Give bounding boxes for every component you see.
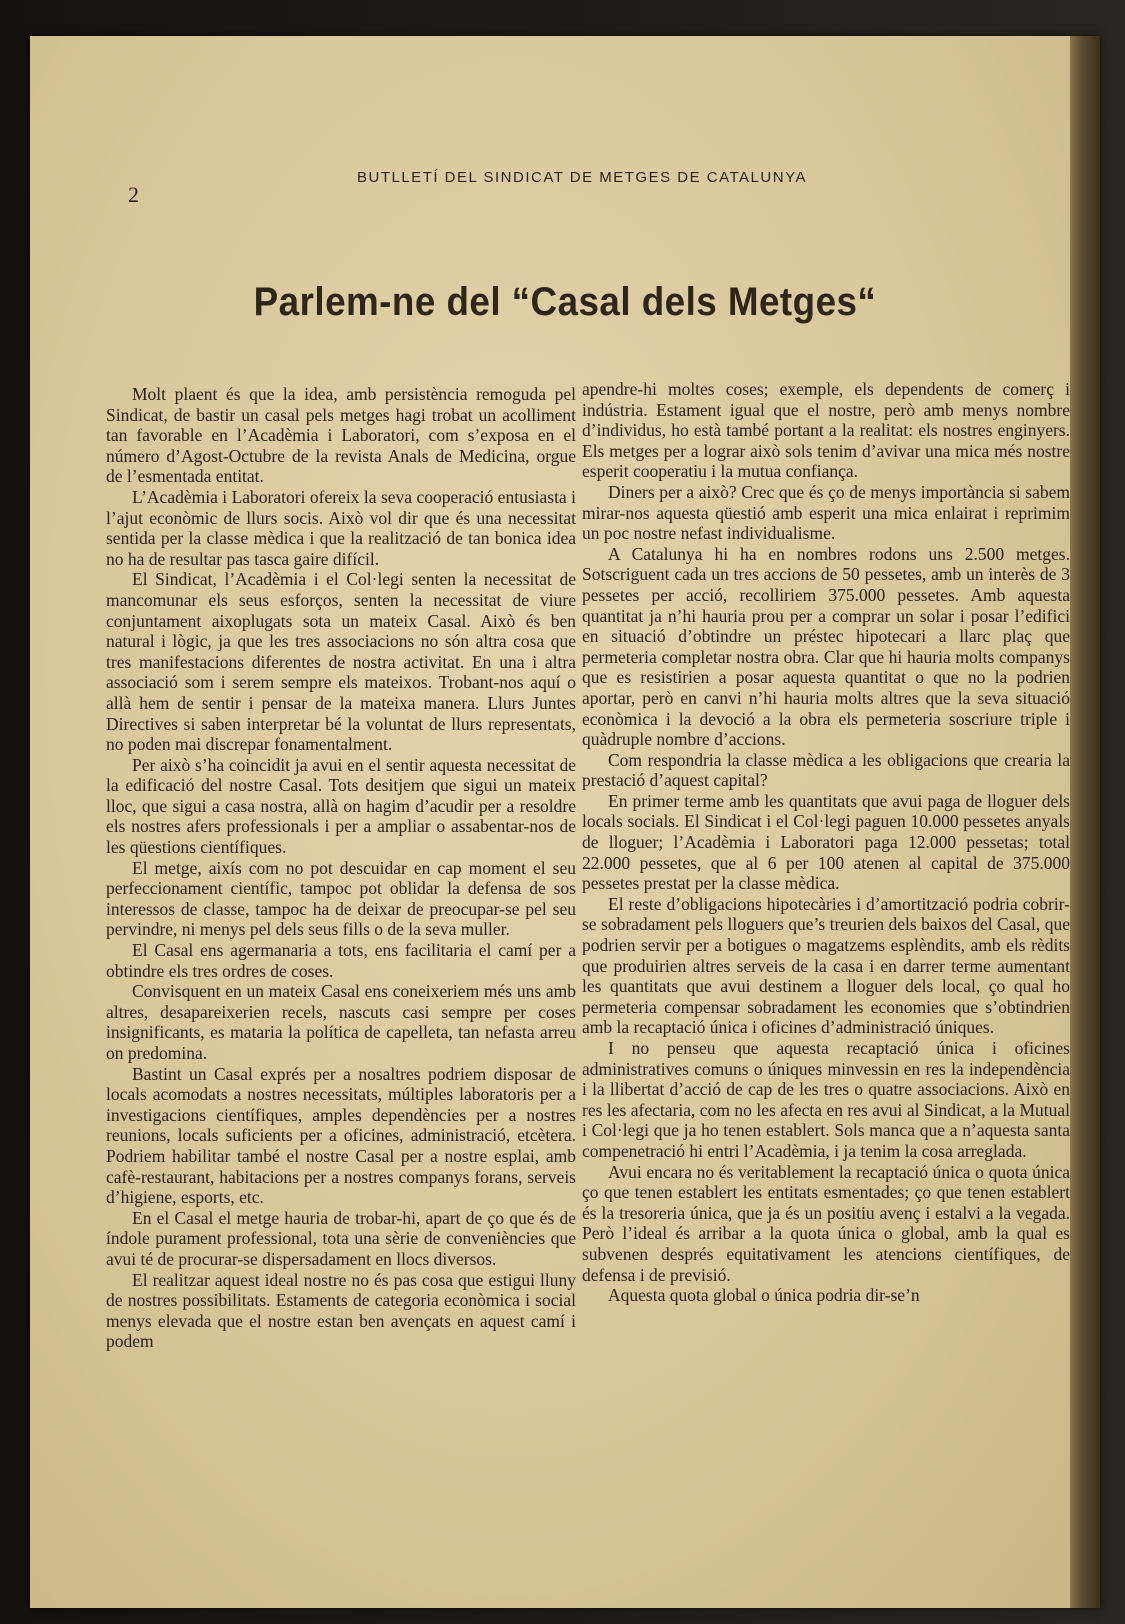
paragraph: El Sindicat, l’Acadèmia i el Col·legi senten la necessitat de mancomunar els seus esforços, senten la necessitat de viure conjuntament aixoplugats sota un mateix Casal. Això és ben natural i lògic, ja que les tres associacions no són altra cosa que tres manifestacions diferentes de nostra activitat. En una i altra associació som i serem sempre els mateixos. Trobant-nos aquí o allà hem de sentir i pensar de la mateixa manera. Llurs Juntes Directives si saben interpretar bé la voluntat de llurs representats, no poden mai discrepar fonamentalment. — [106, 569, 576, 755]
paragraph: Aquesta quota global o única podria dir-se’n — [608, 1285, 920, 1306]
left-column — [106, 384, 576, 1352]
page-number: 2 — [128, 182, 139, 207]
paragraph: Per això s’ha coincidit ja avui en el sentir aquesta necessitat de la edificació del nostre Casal. Tots desitjem que sigui un mateix lloc, que sigui a casa nostra, allà on hagim d’acudir per a resoldre els nostres afers professionals i per a ampliar o assabentar-nos de les qüestions científiques. — [106, 754, 576, 858]
paragraph: El Casal ens agermanaria a tots, ens facilitaria el camí per a obtindre els tres ordres de coses. — [106, 940, 576, 981]
paragraph: Diners per a això? Crec que és ço de menys importància si sabem mirar-nos aquesta qüestió amb esperit una mica enlairat i reprimim un poc nostre nefast individualisme. — [582, 481, 1070, 544]
paragraph: En primer terme amb les quantitats que avui paga de lloguer dels locals socials. El Sindicat i el Col·legi paguen 10.000 pessetes anyals de lloguer; l’Acadèmia i Laboratori paga 12.000 pessetas; total 22.000 pessetes, que al 6 per 100 atenen al capital de 375.000 pessetes prestat per la classe mèdica. — [582, 790, 1070, 894]
paragraph: Avui encara no és veritablement la recaptació única o quota única ço que tenen establert les entitats esmentades; ço que tenen establert és la tresoreria única, que ja és un positiu avenç i estalvi a la vegada. Però l’ideal és arribar a la quota única o global, amb la qual es subvenen després equitativament les atencions científiques, de defensa i de previsió. — [582, 1161, 1070, 1285]
paragraph: Molt plaent és que la idea, amb persistència remoguda pel Sindicat, de bastir un casal pels metges hagi trobat un acolliment tan favorable en l’Acadèmia i Laboratori, com s’exposa en el número d’Agost-Octubre de la revista Anals de Medicina, orgue de l’esmentada entitat. — [106, 384, 576, 487]
paragraph: I no penseu que aquesta recaptació única i oficines administratives comuns o úniques minvessin en res la independència i la llibertat d’acció de cap de les tres o quatre associacions. Això en res les afectaria, com no les afecta en res avui al Sindicat, a la Mutual i Col·legi que ja ho tenen establert. Sols manca que a n’aquesta santa compenetració hi entri l’Acadèmia, i ja tenim la cosa arreglada. — [582, 1038, 1070, 1161]
paragraph: Bastint un Casal exprés per a nosaltres podriem disposar de locals acomodats a nostres necessitats, múltiples laboratoris per a investigacions científiques, amples dependències per a nostres reunions, locals suficients per a oficines, administració, etcètera. Podriem habilitar també el nostre Casal per a nostre esplai, amb cafè-restaurant, habitacions per a nostres companys forans, serveis d’higiene, esports, etc. — [106, 1063, 576, 1208]
paragraph: El realitzar aquest ideal nostre no és pas cosa que estigui lluny de nostres possibilitats. Estaments de categoria econòmica i social menys elevada que el nostre estan ben avençats en aquest camí i podem — [106, 1269, 576, 1352]
book-spine-edge — [1070, 36, 1100, 1608]
paragraph: A Catalunya hi ha en nombres rodons uns 2.500 metges. Sotscriguent cada un tres accions de 50 pessetes, amb un interès de 3 pessetes per acció, recolliriem 375.000 pessetes. Amb aquesta quantitat ja n’hi hauria prou per a comprar un solar i posar l’edifici en situació d’obtindre un préstec hipotecari a llarc plaç que permeteria completar nostra obra. Clar que hi hauria molts companys que es resistirien a posar aquesta quantitat o que no la podrien aportar, però en canvi n’hi hauria molts altres que la seva situació econòmica i la devoció a la obra els permeteria soscriure triple i quàdruple nombre d’accions. — [582, 543, 1070, 750]
article-title: Parlem-ne del “Casal dels Metges“ — [253, 280, 877, 324]
paragraph: En el Casal el metge hauria de trobar-hi, apart de ço que és de índole purament professional, tota una sèrie de conveniències que avui té de procurar-se dispersadament en llocs diversos. — [106, 1207, 576, 1269]
paragraph: Convisquent en un mateix Casal ens coneixeriem més uns amb altres, desapareixerien recels, nascuts casi sempre per coses insignificants, es mataria la política de capelleta, tan nefasta arreu on predomina. — [106, 981, 576, 1063]
paragraph: Com respondria la classe mèdica a les obligacions que crearia la prestació d’aquest capital? — [582, 749, 1070, 791]
paragraph-continued: apendre-hi moltes coses; exemple, els dependents de comerç i indústria. Estament igual que el nostre, però amb menys nombre d’individus, ho està també portant a la realitat: els nostres enginyers. Els metges per a lograr això sols tenim d’avivar una mica més nostre esperit cooperatiu i la mutua confiança. — [582, 379, 1070, 482]
paragraph: El reste d’obligacions hipotecàries i d’amortització podria cobrir-se sobradament pels lloguers que’s treurien dels baixos del Casal, que podrien servir per a botigues o magatzems esplèndits, amb els rèdits que produirien altres serveis de la casa i en darrer terme aumentant les quantitats que avui destinem a lloguer dels local, ço qual ho permeteria compensar sobradament les economies que s’obtindrien amb la recaptació única i oficines d’administració úniques. — [582, 893, 1070, 1038]
paragraph: El metge, aixís com no pot descuidar en cap moment el seu perfeccionament científic, tampoc pot oblidar la defensa de sos interessos de classe, tampoc ha de deixar de preocupar-se pel seu pervindre, ni menys pel dels seus fills o de la seva muller. — [106, 857, 576, 940]
right-column — [582, 379, 1070, 1306]
journal-page — [30, 36, 1100, 1608]
paragraph: L’Acadèmia i Laboratori ofereix la seva cooperació entusiasta i l’ajut econòmic de llurs socis. Això vol dir que és una necessitat sentida per la classe mèdica i que la realització de tan bonica idea no ha de resultar pas tasca gaire difícil. — [106, 486, 576, 569]
running-head: BUTLLETÍ DEL SINDICAT DE METGES DE CATALUNYA — [357, 169, 807, 186]
